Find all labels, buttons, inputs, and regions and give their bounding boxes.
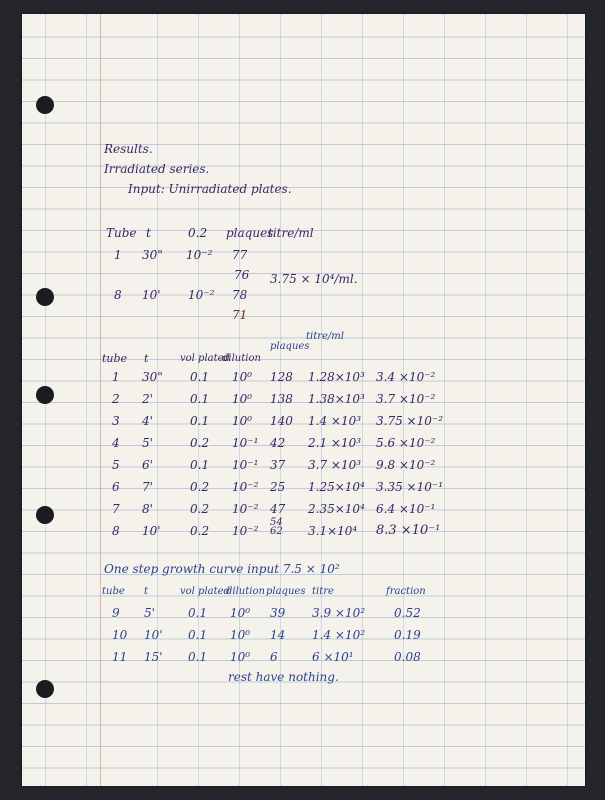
input-cell: 10⁻² xyxy=(186,248,213,262)
punch-hole xyxy=(36,96,54,114)
table-cell: 0.1 xyxy=(188,606,208,620)
one-step-header: plaques xyxy=(266,586,306,597)
one-step-header: titre xyxy=(312,586,334,597)
table-cell: 1.38×10³ xyxy=(308,392,365,406)
table-cell: 10⁰ xyxy=(230,606,251,620)
table-cell: 42 xyxy=(270,436,286,450)
table-cell: 54 62 xyxy=(270,517,283,537)
table-cell: 3.7 ×10⁻² xyxy=(376,392,436,406)
table-cell: 0.19 xyxy=(394,628,421,642)
table-cell: 0.1 xyxy=(188,628,208,642)
table-cell: 10⁻¹ xyxy=(232,458,259,472)
punch-hole xyxy=(36,506,54,524)
input-header-titre: titre/ml xyxy=(268,226,314,240)
input-cell: 30" xyxy=(142,248,163,262)
table-cell: 8 xyxy=(112,524,120,538)
main-header-titre: titre/ml xyxy=(306,331,344,342)
one-step-header: vol plated xyxy=(180,586,230,597)
table-cell: 128 xyxy=(270,370,293,384)
table-cell: 6 xyxy=(112,480,120,494)
one-step-footer: rest have nothing. xyxy=(228,670,339,684)
table-cell: 5' xyxy=(142,436,153,450)
table-cell: 10⁻² xyxy=(232,524,259,538)
heading-input: Input: Unirradiated plates. xyxy=(128,182,292,196)
table-cell: 3 xyxy=(112,414,120,428)
heading-irradiated: Irradiated series. xyxy=(104,162,210,176)
table-cell: 140 xyxy=(270,414,293,428)
table-cell: 9.8 ×10⁻² xyxy=(376,458,436,472)
table-cell: 0.2 xyxy=(190,524,210,538)
input-cell: 10' xyxy=(142,288,161,302)
one-step-title: One step growth curve input 7.5 × 10² xyxy=(104,562,340,576)
input-cell: 71 xyxy=(232,308,248,322)
input-header-plaques: plaques xyxy=(226,226,274,240)
notebook-page xyxy=(22,14,585,786)
input-titre: 3.75 × 10⁴/ml. xyxy=(270,272,358,286)
table-cell: 11 xyxy=(112,650,128,664)
table-cell: 3.35 ×10⁻¹ xyxy=(376,480,444,494)
table-cell: 4 xyxy=(112,436,120,450)
table-cell: 14 xyxy=(270,628,286,642)
one-step-header: fraction xyxy=(386,586,426,597)
main-header-plaques: plaques xyxy=(270,341,310,352)
table-cell: 10⁰ xyxy=(232,392,253,406)
table-cell: 1 xyxy=(112,370,120,384)
main-header-tube: tube xyxy=(102,352,128,365)
table-cell: 3.7 ×10³ xyxy=(308,458,362,472)
table-cell: 39 xyxy=(270,606,286,620)
table-cell: 7 xyxy=(112,502,120,516)
punch-hole xyxy=(36,680,54,698)
table-cell: 0.1 xyxy=(188,650,208,664)
input-cell: 1 xyxy=(114,248,122,262)
table-cell: 8.3 ×10⁻¹ xyxy=(376,523,441,538)
table-cell: 10⁻¹ xyxy=(232,436,259,450)
input-header-t: t xyxy=(146,226,151,240)
table-cell: 1.25×10⁴ xyxy=(308,480,365,494)
input-cell: 8 xyxy=(114,288,122,302)
table-cell: 0.1 xyxy=(190,370,210,384)
table-cell: 2' xyxy=(142,392,153,406)
table-cell: 15' xyxy=(144,650,163,664)
table-cell: 9 xyxy=(112,606,120,620)
table-cell: 3.4 ×10⁻² xyxy=(376,370,436,384)
table-cell: 6.4 ×10⁻¹ xyxy=(376,502,436,516)
table-cell: 30" xyxy=(142,370,163,384)
table-cell: 2 xyxy=(112,392,120,406)
table-cell: 10⁰ xyxy=(230,628,251,642)
table-cell: 37 xyxy=(270,458,286,472)
table-cell: 47 xyxy=(270,502,286,516)
table-cell: 4' xyxy=(142,414,153,428)
table-cell: 10⁰ xyxy=(230,650,251,664)
input-cell: 76 xyxy=(234,268,250,282)
table-cell: 0.2 xyxy=(190,502,210,516)
table-cell: 10⁻² xyxy=(232,502,259,516)
table-cell: 10 xyxy=(112,628,128,642)
table-cell: 5.6 ×10⁻² xyxy=(376,436,436,450)
table-cell: 10⁰ xyxy=(232,370,253,384)
table-cell: 25 xyxy=(270,480,286,494)
table-cell: 0.08 xyxy=(394,650,421,664)
table-cell: 3.1×10⁴ xyxy=(308,524,358,538)
table-cell: 2.35×10⁴ xyxy=(308,502,365,516)
table-cell: 10' xyxy=(142,524,161,538)
one-step-header: dilution xyxy=(226,586,265,597)
margin-line xyxy=(100,14,101,786)
table-cell: 0.1 xyxy=(190,392,210,406)
table-cell: 6 ×10¹ xyxy=(312,650,354,664)
input-header-tube: Tube xyxy=(106,226,137,240)
table-cell: 3.75 ×10⁻² xyxy=(376,414,444,428)
table-cell: 0.1 xyxy=(190,458,210,472)
table-cell: 0.2 xyxy=(190,480,210,494)
table-cell: 6 xyxy=(270,650,278,664)
table-cell: 10⁻² xyxy=(232,480,259,494)
table-cell: 1.4 ×10² xyxy=(312,628,366,642)
table-cell: 0.52 xyxy=(394,606,421,620)
input-cell: 10⁻² xyxy=(188,288,215,302)
main-header-dilution: dilution xyxy=(222,353,261,364)
table-cell: 10⁰ xyxy=(232,414,253,428)
main-header-vol: vol plated xyxy=(180,353,230,364)
table-cell: 2.1 ×10³ xyxy=(308,436,362,450)
table-cell: 1.28×10³ xyxy=(308,370,365,384)
input-cell: 77 xyxy=(232,248,248,262)
main-header-t: t xyxy=(144,352,149,365)
table-cell: 6' xyxy=(142,458,153,472)
one-step-header: tube xyxy=(102,586,125,597)
table-cell: 8' xyxy=(142,502,153,516)
table-cell: 0.2 xyxy=(190,436,210,450)
table-cell: 7' xyxy=(142,480,153,494)
table-cell: 5 xyxy=(112,458,120,472)
one-step-header: t xyxy=(144,586,149,597)
input-cell: 78 xyxy=(232,288,248,302)
input-header-vol: 0.2 xyxy=(188,226,208,240)
table-cell: 3.9 ×10² xyxy=(312,606,366,620)
table-cell: 5' xyxy=(144,606,155,620)
table-cell: 10' xyxy=(144,628,163,642)
heading-results: Results. xyxy=(104,142,153,156)
punch-hole xyxy=(36,288,54,306)
punch-hole xyxy=(36,386,54,404)
table-cell: 1.4 ×10³ xyxy=(308,414,362,428)
table-cell: 138 xyxy=(270,392,293,406)
table-cell: 0.1 xyxy=(190,414,210,428)
